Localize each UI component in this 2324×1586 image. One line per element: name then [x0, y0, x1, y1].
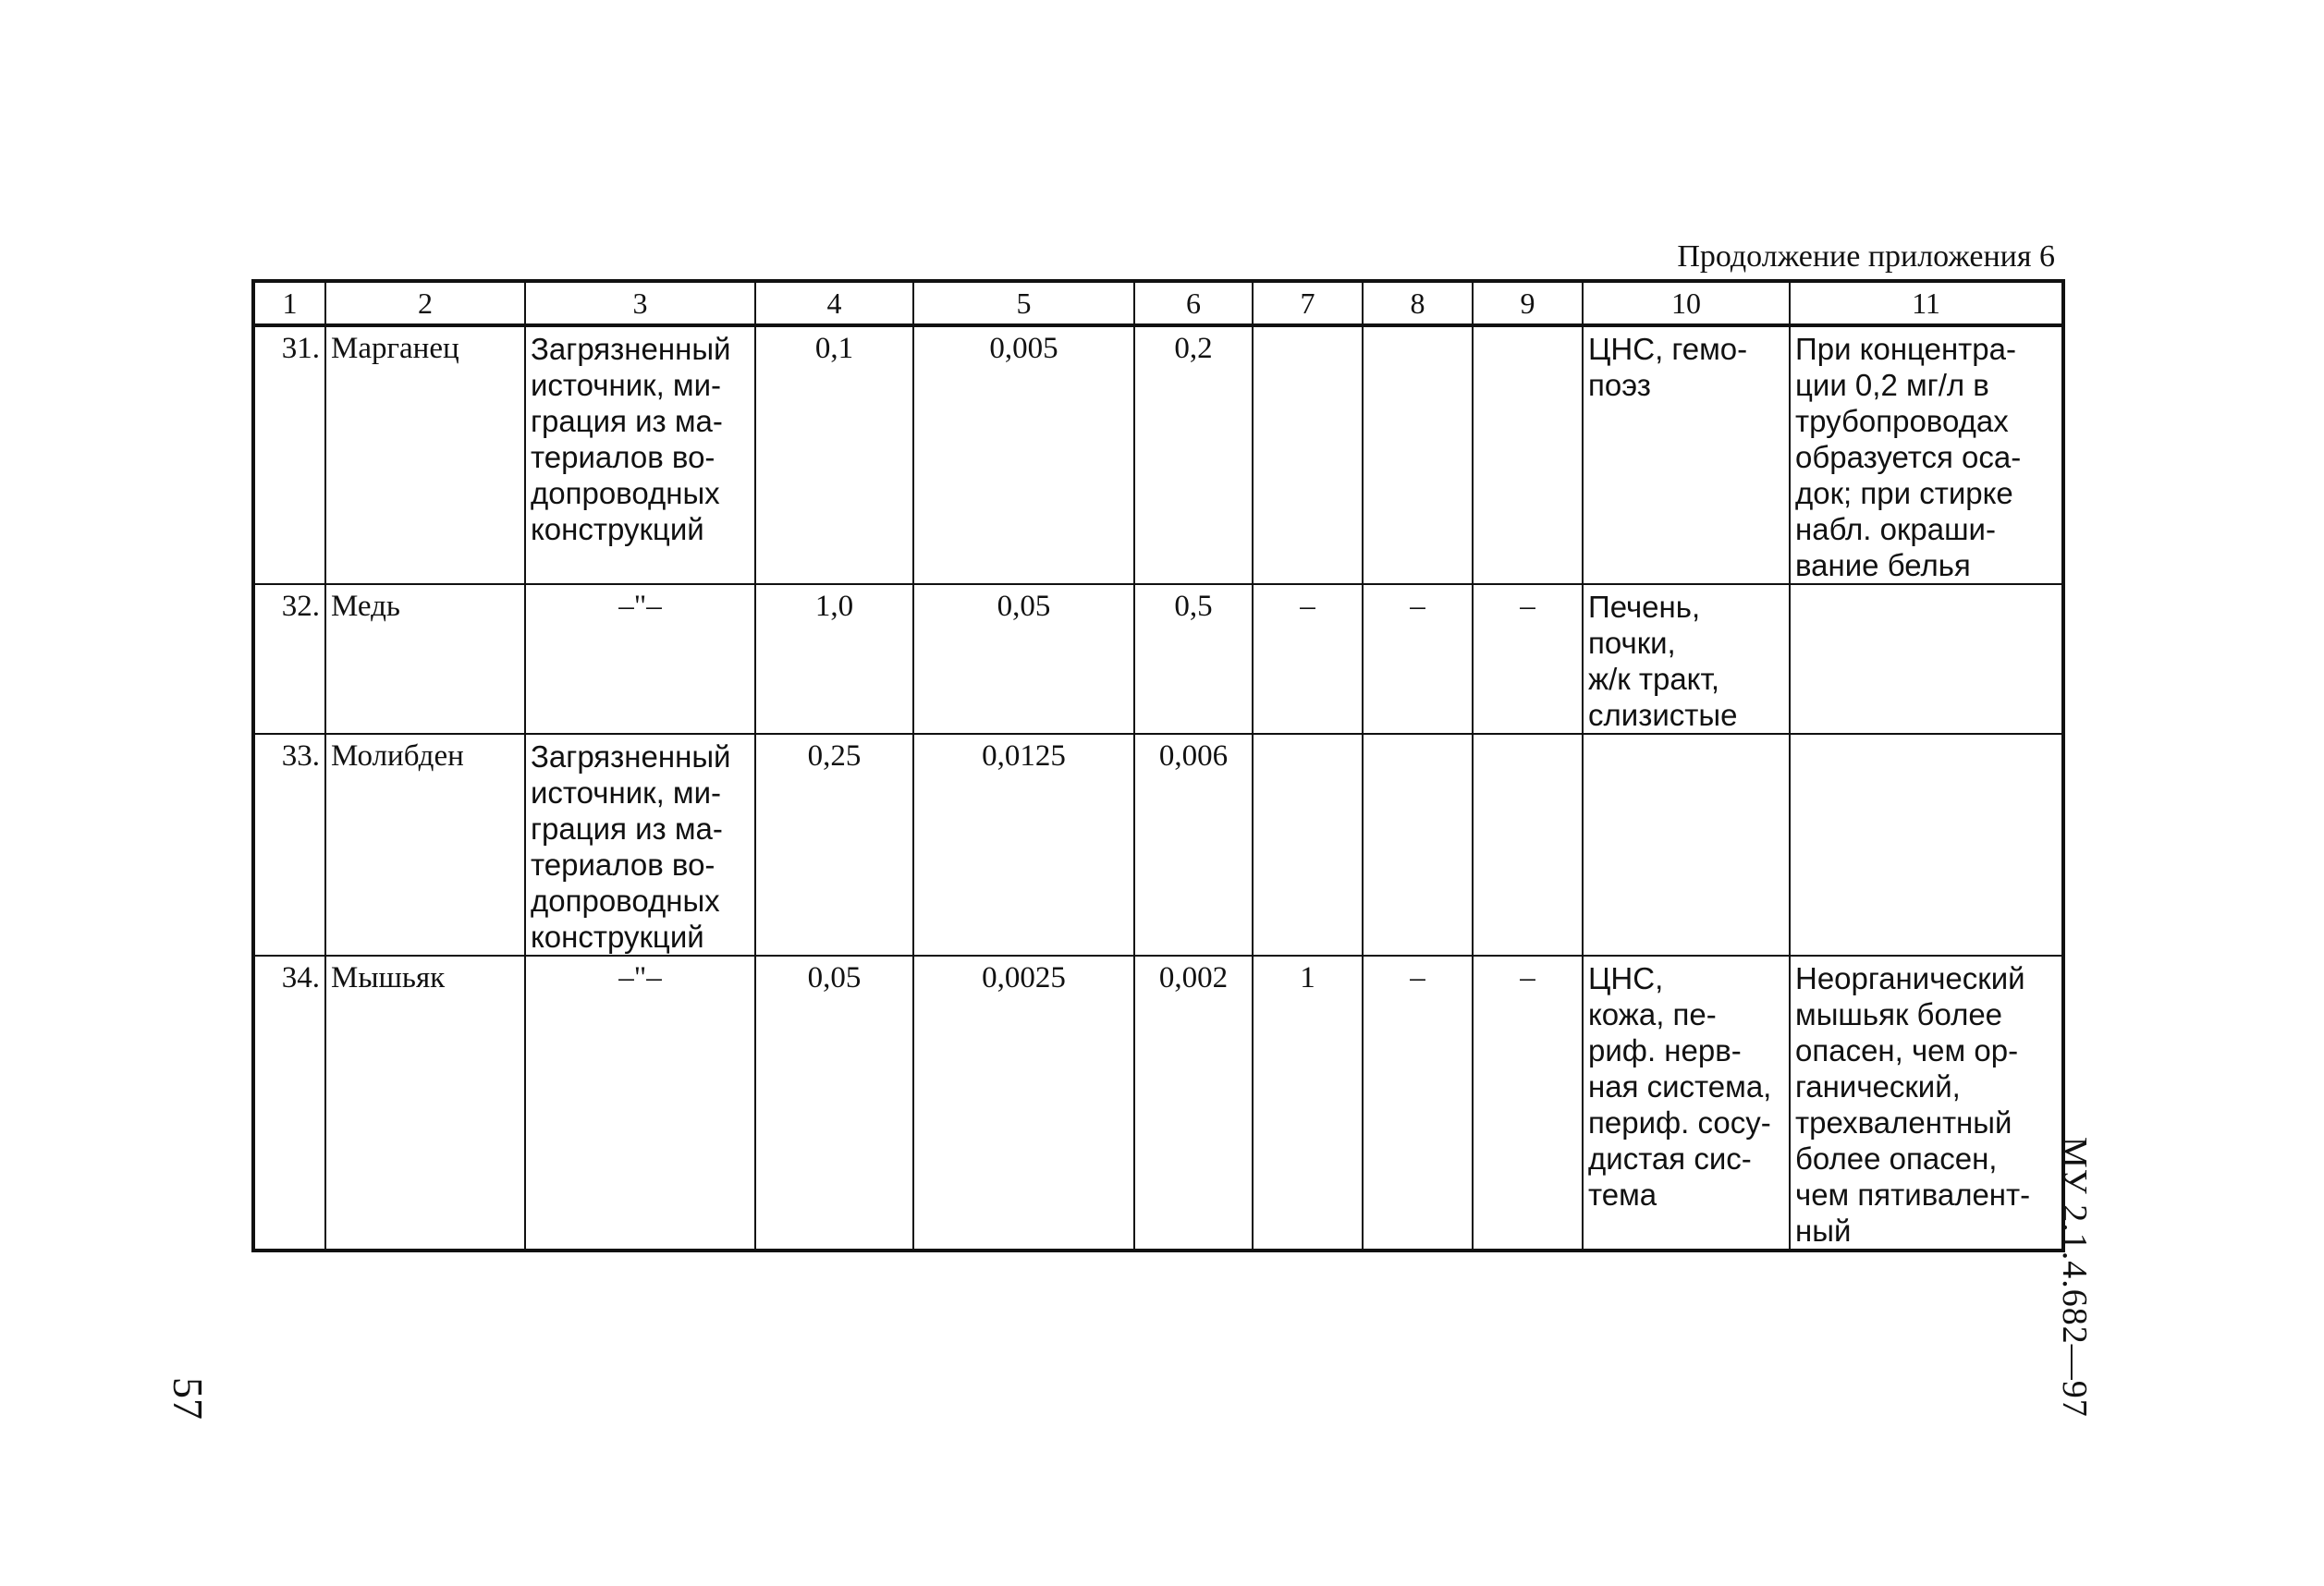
- value-col9: –: [1473, 956, 1583, 1250]
- source-cell: Загрязненный источник, ми- грация из ма- териалов во- допроводных конструкций: [525, 325, 755, 584]
- target-organs-cell: ЦНС, гемо- поэз: [1583, 325, 1790, 584]
- value-col6: 0,002: [1134, 956, 1253, 1250]
- value-col5: 0,005: [913, 325, 1134, 584]
- value-col7: 1: [1253, 956, 1363, 1250]
- source-cell: –"–: [525, 956, 755, 1250]
- header-cell: 11: [1790, 281, 2063, 325]
- header-cell: 8: [1363, 281, 1473, 325]
- note-cell: [1790, 734, 2063, 956]
- header-cell: 5: [913, 281, 1134, 325]
- substance-name: Марганец: [325, 325, 525, 584]
- note-cell: Неорганический мышьяк более опасен, чем ор- ганический, трехвалентный более опасен, чем пятивалент- ный: [1790, 956, 2063, 1250]
- header-cell: 4: [755, 281, 913, 325]
- row-number: 34.: [253, 956, 325, 1250]
- value-col4: 1,0: [755, 584, 913, 734]
- document-code: МУ 2.1.4.682—97: [2055, 1137, 2094, 1418]
- page-number: 57: [165, 1377, 212, 1420]
- header-cell: 9: [1473, 281, 1583, 325]
- value-col7: [1253, 734, 1363, 956]
- substance-name: Медь: [325, 584, 525, 734]
- value-col7: –: [1253, 584, 1363, 734]
- header-cell: 10: [1583, 281, 1790, 325]
- header-cell: 3: [525, 281, 755, 325]
- target-organs-cell: ЦНС, кожа, пе- риф. нерв- ная система, периф. сосу- дистая сис- тема: [1583, 956, 1790, 1250]
- substance-name: Молибден: [325, 734, 525, 956]
- header-cell: 1: [253, 281, 325, 325]
- source-cell: Загрязненный источник, ми- грация из ма- териалов во- допроводных конструкций: [525, 734, 755, 956]
- substance-name: Мышьяк: [325, 956, 525, 1250]
- value-col7: [1253, 325, 1363, 584]
- value-col4: 0,05: [755, 956, 913, 1250]
- note-cell: При концентра- ции 0,2 мг/л в трубопроводах образуется оса- док; при стирке набл. окраши- вание белья: [1790, 325, 2063, 584]
- value-col9: [1473, 734, 1583, 956]
- data-table: [251, 279, 2065, 1252]
- header-cell: 7: [1253, 281, 1363, 325]
- value-col4: 0,25: [755, 734, 913, 956]
- note-cell: [1790, 584, 2063, 734]
- header-cell: 2: [325, 281, 525, 325]
- value-col8: –: [1363, 584, 1473, 734]
- value-col8: –: [1363, 956, 1473, 1250]
- row-number: 33.: [253, 734, 325, 956]
- value-col6: 0,5: [1134, 584, 1253, 734]
- value-col6: 0,006: [1134, 734, 1253, 956]
- value-col8: [1363, 734, 1473, 956]
- value-col8: [1363, 325, 1473, 584]
- target-organs-cell: Печень, почки, ж/к тракт, слизистые: [1583, 584, 1790, 734]
- value-col9: [1473, 325, 1583, 584]
- table-row: [253, 584, 2063, 734]
- value-col5: 0,0025: [913, 956, 1134, 1250]
- value-col5: 0,05: [913, 584, 1134, 734]
- value-col6: 0,2: [1134, 325, 1253, 584]
- table-row: [253, 734, 2063, 956]
- header-row: [253, 281, 2063, 325]
- target-organs-cell: [1583, 734, 1790, 956]
- value-col5: 0,0125: [913, 734, 1134, 956]
- continuation-label: Продолжение приложения 6: [1677, 239, 2055, 274]
- row-number: 32.: [253, 584, 325, 734]
- source-cell: –"–: [525, 584, 755, 734]
- value-col9: –: [1473, 584, 1583, 734]
- value-col4: 0,1: [755, 325, 913, 584]
- header-cell: 6: [1134, 281, 1253, 325]
- row-number: 31.: [253, 325, 325, 584]
- table-row: [253, 325, 2063, 584]
- table-row: [253, 956, 2063, 1250]
